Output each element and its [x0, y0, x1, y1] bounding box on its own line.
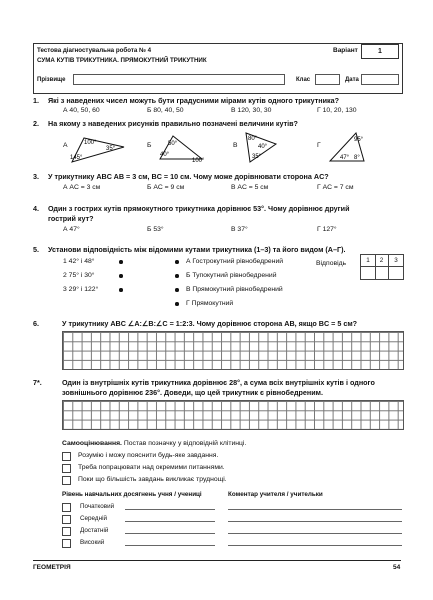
q5-right-d: Г Прямокутний [186, 300, 234, 307]
q4-option-d: Г 127° [317, 226, 337, 233]
q2-d-angle-2: 47° [340, 155, 350, 161]
q6-number: 6. [33, 319, 39, 328]
q1-option-d: Г 10, 20, 130 [317, 107, 357, 114]
self-item-2: Треба попрацювати над окремими питаннями. [78, 464, 225, 471]
q5-left-1: 1 42° і 48° [63, 258, 95, 265]
q5-right-dot-a[interactable] [175, 260, 179, 264]
comment-title: Коментар учителя / учительки [228, 491, 323, 498]
q7-answer-grid[interactable] [62, 400, 404, 430]
comment-line-1[interactable] [228, 509, 402, 510]
class-field[interactable] [315, 74, 340, 85]
q5-left-dot-2[interactable] [119, 274, 123, 278]
level-line-1 [125, 509, 215, 510]
self-checkbox-2[interactable] [62, 464, 71, 473]
level-line-3 [125, 533, 215, 534]
q2-b-angle-1: 50° [168, 141, 178, 147]
levels-title: Рівень навчальних досягнень учня / учениці [62, 491, 202, 498]
level-item-4: Високий [80, 539, 105, 546]
level-item-1: Початковий [80, 503, 115, 510]
date-field[interactable] [361, 74, 399, 85]
q4-option-a: А 47° [63, 226, 80, 233]
q5-answer-head-3: 3 [389, 255, 403, 267]
level-checkbox-1[interactable] [62, 503, 71, 512]
q5-left-dot-3[interactable] [119, 288, 123, 292]
q5-answer-label: Відповідь [316, 260, 347, 267]
q2-a-angle-2: 35° [106, 146, 116, 152]
self-assessment-title-rest: Постав позначку у відповідній клітинці. [123, 440, 247, 447]
q5-answer-head-2: 2 [375, 255, 389, 267]
q1-text: Які з наведених чисел можуть бути градусними мірами кутів одного трикутника? [48, 96, 339, 105]
q3-text: У трикутнику ABC AB = 3 см, BC = 10 см. Чому може дорівнювати сторона AC? [48, 172, 329, 181]
test-title: Тестова діагностувальна робота № 4 [37, 47, 152, 54]
q5-answer-cell-2[interactable] [375, 267, 389, 279]
q4-option-b: Б 53° [147, 226, 164, 233]
footer-subject: ГЕОМЕТРІЯ [33, 564, 71, 571]
comment-line-2[interactable] [228, 521, 402, 522]
variant-label: Варіант [333, 47, 358, 54]
q2-d-angle-1: 95° [354, 137, 364, 143]
q1-option-c: В 120, 30, 30 [231, 107, 272, 114]
q5-left-3: 3 29° і 122° [63, 286, 99, 293]
self-assessment-title [62, 440, 246, 447]
self-checkbox-1[interactable] [62, 452, 71, 461]
q5-right-a: А Гострокутний рівнобедрений [186, 258, 284, 265]
q2-b-angle-3: 100° [192, 158, 205, 164]
q3-option-d: Г AC = 7 см [317, 184, 354, 191]
comment-line-4[interactable] [228, 545, 402, 546]
q5-number: 5. [33, 245, 39, 254]
q3-option-c: В AC = 5 см [231, 184, 269, 191]
level-checkbox-4[interactable] [62, 539, 71, 548]
q2-triangle-d [326, 130, 370, 166]
level-checkbox-2[interactable] [62, 515, 71, 524]
q2-number: 2. [33, 119, 39, 128]
q2-triangle-a [70, 131, 130, 165]
q1-option-a: А 40, 50, 60 [63, 107, 100, 114]
surname-label: Прізвище [37, 77, 66, 83]
q5-left-2: 2 75° і 30° [63, 272, 95, 279]
q5-answer-cell-1[interactable] [361, 267, 376, 279]
self-checkbox-3[interactable] [62, 476, 71, 485]
q5-text: Установи відповідність між відомими кутами трикутника (1–3) та його видом (А–Г). [48, 245, 346, 254]
comment-line-3[interactable] [228, 533, 402, 534]
footer-rule [33, 560, 401, 561]
q1-number: 1. [33, 96, 39, 105]
test-topic: СУМА КУТІВ ТРИКУТНИКА. ПРЯМОКУТНИЙ ТРИКУТНИК [37, 57, 207, 64]
date-label: Дата [345, 77, 359, 83]
q2-c-angle-3: 35° [252, 154, 262, 160]
q2-c-angle-1: 80° [248, 136, 258, 142]
q2-c-angle-2: 40° [258, 144, 268, 150]
q5-right-dot-c[interactable] [175, 288, 179, 292]
q2-b-angle-2: 40° [160, 152, 170, 158]
q4-text-line1: Один з гострих кутів прямокутного трикутника дорівнює 53°. Чому дорівнює другий [48, 204, 350, 213]
self-assessment-title-bold: Самооцінювання. [62, 440, 122, 447]
q5-right-b: Б Тупокутний рівнобедрений [186, 272, 277, 279]
q3-option-a: А AC = 3 см [63, 184, 101, 191]
q3-number: 3. [33, 172, 39, 181]
q6-answer-grid[interactable] [62, 331, 404, 370]
class-label: Клас [296, 77, 311, 83]
q4-text-line2: гострий кут? [48, 214, 94, 223]
q1-option-b: Б 80, 40, 50 [147, 107, 184, 114]
q2-d-angle-3: 8° [354, 155, 360, 161]
level-checkbox-3[interactable] [62, 527, 71, 536]
q7-number: 7*. [33, 378, 42, 387]
q5-right-dot-d[interactable] [175, 302, 179, 306]
self-item-3: Поки що більшість завдань викликає труднощі. [78, 476, 227, 483]
q2-text: На якому з наведених рисунків правильно позначені величини кутів? [48, 119, 298, 128]
q7-text-line1: Один із внутрішніх кутів трикутника дорівнює 28°, а сума всіх внутрішніх кутів і одного [62, 378, 375, 387]
q2-triangle-b [158, 131, 208, 165]
q3-option-b: Б AC = 9 см [147, 184, 185, 191]
q5-answer-cell-3[interactable] [389, 267, 403, 279]
q2-label-a: А [63, 142, 68, 149]
surname-field[interactable] [73, 74, 285, 85]
q5-left-dot-1[interactable] [119, 260, 123, 264]
q2-a-angle-1: 100° [84, 140, 97, 146]
q6-text: У трикутнику ABC ∠A:∠B:∠C = 1:2:3. Чому дорівнює сторона AB, якщо BC = 5 см? [62, 319, 358, 328]
q2-label-b: Б [147, 142, 152, 149]
q2-a-angle-3: 145° [70, 155, 83, 161]
q2-label-d: Г [317, 142, 321, 149]
q5-answer-head-1: 1 [361, 255, 376, 267]
level-line-4 [125, 545, 215, 546]
page-number: 54 [393, 564, 401, 571]
q2-label-c: В [233, 142, 238, 149]
q5-answer-table [360, 254, 404, 280]
q5-right-dot-b[interactable] [175, 274, 179, 278]
variant-value: 1 [361, 44, 399, 59]
level-item-2: Середній [80, 515, 107, 522]
q4-number: 4. [33, 204, 39, 213]
q7-text-line2: зовнішнього дорівнює 236°. Доведи, що цей трикутник є рівнобедреним. [62, 388, 323, 397]
q4-option-c: В 37° [231, 226, 248, 233]
level-line-2 [125, 521, 215, 522]
self-item-1: Розумію і можу пояснити будь-яке завдання. [78, 452, 219, 459]
q2-triangle-c [244, 130, 284, 166]
q5-right-c: В Прямокутний рівнобедрений [186, 286, 283, 293]
level-item-3: Достатній [80, 527, 109, 534]
